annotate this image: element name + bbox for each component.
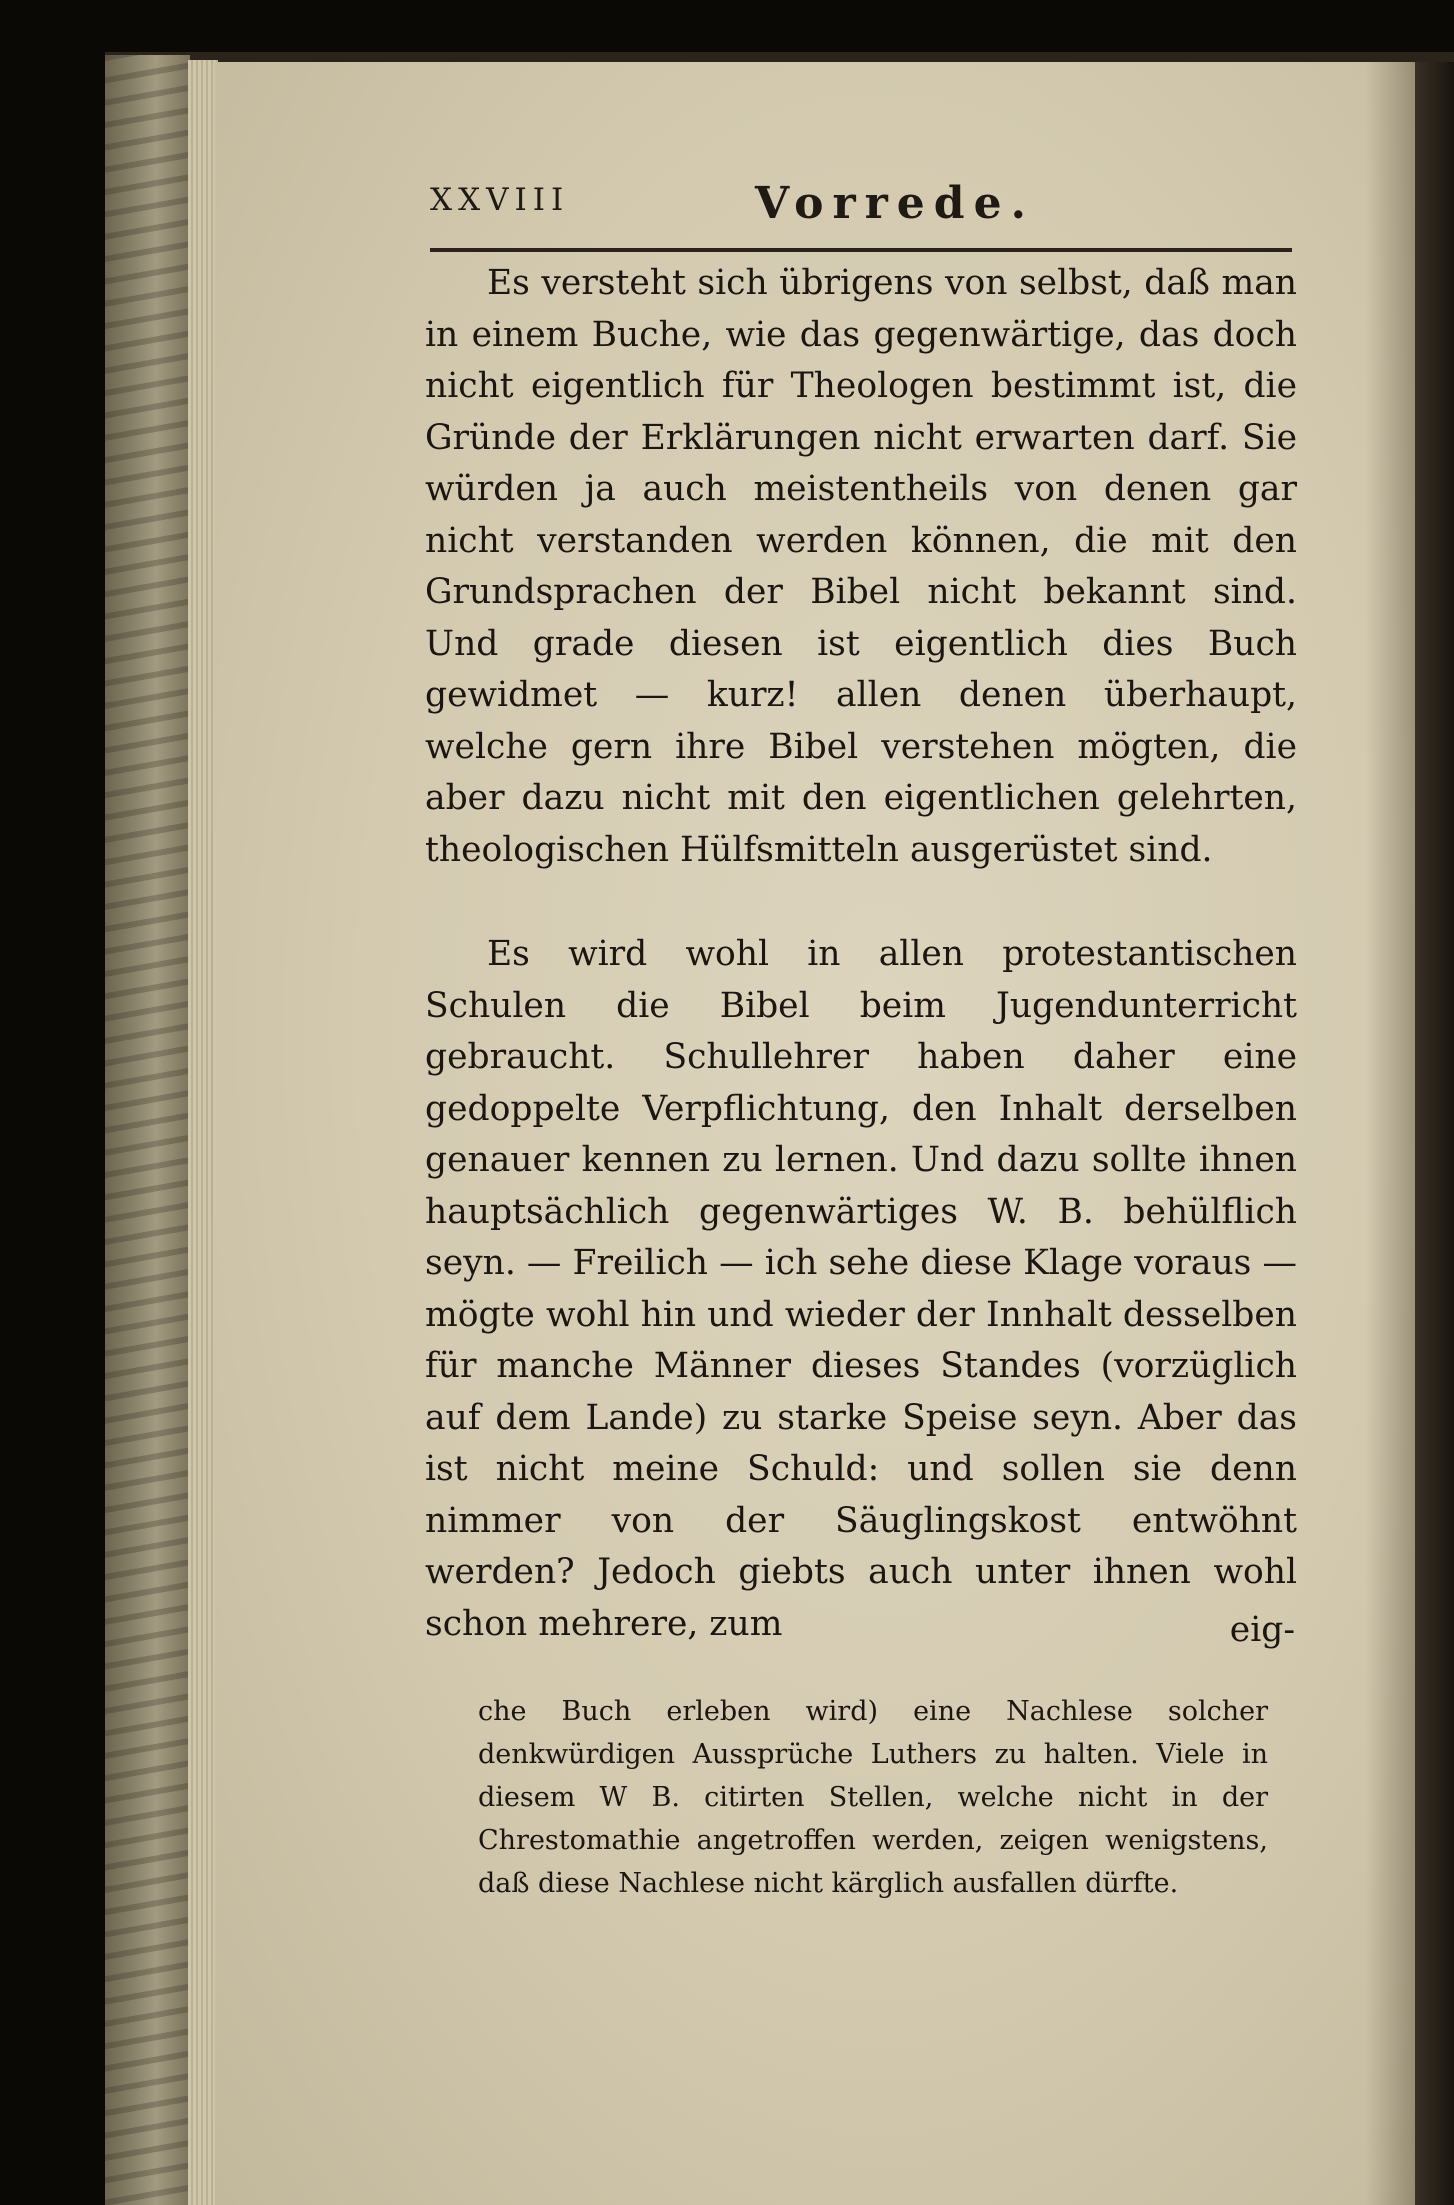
paragraph: Es wird wohl in allen protestantischen Schulen die Bibel beim Jugendunterricht gebraucht. Schullehrer haben daher eine gedoppelte Verpflichtung, den Inhalt derselben genauer kennen zu lernen. Und dazu sollte ihnen hauptsächlich gegenwärtiges W. B. behülflich seyn. — Freilich — ich sehe diese Klage voraus — mögte wohl hin und wieder der Innhalt desselben für manche Männer dieses Standes (vorzüglich auf dem Lande) zu starke Speise seyn. Aber das ist nicht meine Schuld: und sollen sie denn nimmer von der Säuglingskost entwöhnt werden? Jedoch giebts auch unter ihnen wohl schon mehrere, zum	[425, 934, 1297, 1644]
page-header	[430, 178, 1290, 238]
running-head: Vorrede.	[755, 178, 1035, 229]
binding-gutter	[1415, 62, 1454, 2205]
page-edges	[188, 60, 218, 2205]
main-text	[425, 258, 1297, 1650]
footnote-text: che Buch erleben wird) eine Nachlese solcher denkwürdigen Aussprüche Luthers zu halten. Viele in diesem W B. citirten Stellen, welche nicht in der Chrestomathie angetroffen werden, zeigen wenigstens, daß diese Nachlese nicht kärglich ausfallen dürfte.	[478, 1696, 1268, 1899]
book-cover-edge	[105, 55, 190, 2205]
paragraph: Es versteht sich übrigens von selbst, daß man in einem Buche, wie das gegenwärtige, das doch nicht eigentlich für Theologen bestimmt ist, die Gründe der Erklärungen nicht erwarten darf. Sie würden ja auch meistentheils von denen gar nicht verstanden werden können, die mit den Grundsprachen der Bibel nicht bekannt sind. Und grade diesen ist eigentlich dies Buch gewidmet — kurz! allen denen überhaupt, welche gern ihre Bibel verstehen mögten, die aber dazu nicht mit den eigentlichen gelehrten, theologischen Hülfsmitteln ausgerüstet sind.	[425, 263, 1297, 870]
catchword: eig-	[1229, 1610, 1295, 1650]
page-number: XXVIII	[430, 182, 570, 218]
header-rule	[430, 248, 1292, 252]
footnote	[478, 1690, 1268, 1905]
